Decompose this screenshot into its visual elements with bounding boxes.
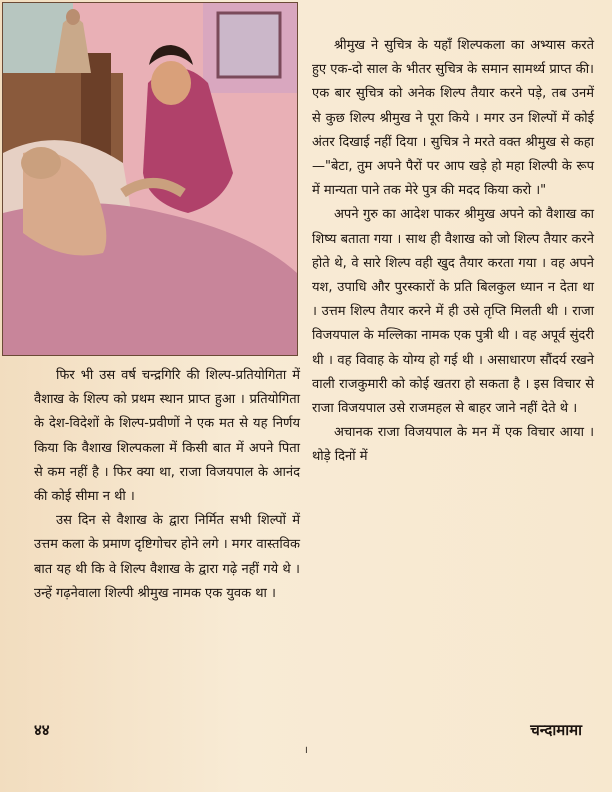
magazine-name: चन्दामामा (530, 721, 582, 739)
paragraph: उस दिन से वैशाख के द्वारा निर्मित सभी शिल्पों में उत्तम कला के प्रमाण दृष्टिगोचर होने लगे । मगर वास्तविक बात यह थी कि वे शिल्प वैशाख के द्वारा गढ़े नहीं गये थे । उन्हें गढ़नेवाला शिल्पी श्रीमुख नामक एक युवक था । (34, 513, 300, 601)
paragraph: फिर भी उस वर्ष चन्द्रगिरि की शिल्प-प्रतियोगिता में वैशाख के शिल्प को प्रथम स्थान प्राप्त हुआ । प्रतियोगिता के देश-विदेशों के शिल्प-प्रवीणों ने एक मत से यह निर्णय किया कि वैशाख शिल्पकला में किसी बात में अपने पिता से कम नहीं है । फिर क्या था, राजा विजयपाल के आनंद की कोई सीमा न थी । (34, 368, 300, 505)
right-text-column (312, 34, 594, 470)
left-text-column (34, 364, 300, 606)
paragraph: अचानक राजा विजयपाल के मन में एक विचार आया । थोड़े दिनों में (312, 425, 594, 465)
footer-mark: । (304, 745, 308, 756)
paragraph: अपने गुरु का आदेश पाकर श्रीमुख अपने को वैशाख का शिष्य बताता गया । साथ ही वैशाख को जो शिल्प तैयार करने होते थे, वे सारे शिल्प वही खुद तैयार करता गया । वह अपने यश, उपाधि और पुरस्कारों के प्रति बिलकुल ध्यान न देता था । उत्तम शिल्प तैयार करने में ही उसे तृप्ति मिलती थी । राजा विजयपाल के मल्लिका नामक एक पुत्री थी । वह अपूर्व सुंदरी थी । वह विवाह के योग्य हो गई थी । असाधारण सौंदर्य रखने वाली राजकुमारी को कोई खतरा हो सकता है । इस विचार से राजा विजयपाल उसे राजमहल से बाहर जाने नहीं देते थे । (312, 207, 594, 417)
story-illustration (2, 2, 298, 356)
page-number: ४४ (34, 721, 50, 739)
paragraph: श्रीमुख ने सुचित्र के यहाँ शिल्पकला का अभ्यास करते हुए एक-दो साल के भीतर सुचित्र के समान सामर्थ्य प्राप्त की। एक बार सुचित्र को अनेक शिल्प तैयार करने पड़े, तब उनमें से कुछ शिल्प श्रीमुख ने पूरा किये । मगर उन शिल्पों में कोई अंतर दिखाई नहीं दिया । सुचित्र ने मरते वक्त श्रीमुख से कहा—"बेटा, तुम अपने पैरों पर आप खड़े हो महा शिल्पी के रूप में मान्यता पाने तक मेरे पुत्र की मदद किया करो ।" (312, 38, 594, 199)
